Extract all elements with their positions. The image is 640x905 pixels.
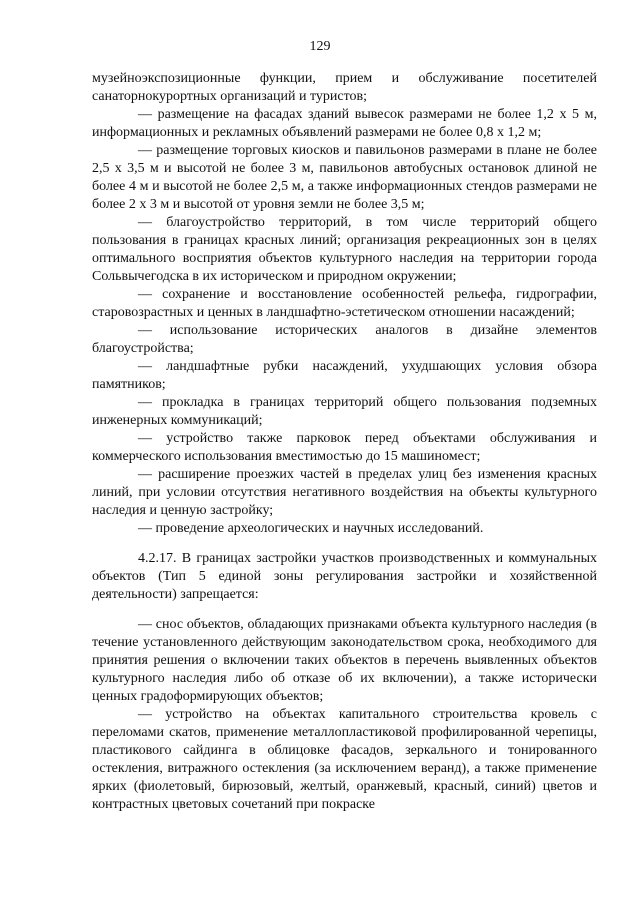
page-number: 129 xyxy=(309,39,331,54)
document-body xyxy=(92,70,597,814)
list-item-kiosks: — размещение торговых киосков и павильонов размерами в плане не более 2,5 х 3,5 м и высотой не более 3 м, павильонов автобусных остановок длиной не более 4 м и высотой не более 2,5 м, а также информационных стендов размерами не более 2 х 3 м и высотой от уровня земли не более 3,5 м; xyxy=(92,143,597,212)
list-item-demolition: — снос объектов, обладающих признаками объекта культурного наследия (в течение установленного действующим законодательством срока, необходимого для принятия решения о включении таких объектов в перечень выявленных объектов культурного наследия либо об отказе об их включении), а также исторически ценных градоформирующих объектов; xyxy=(92,617,597,704)
list-item-research: — проведение археологических и научных исследований. xyxy=(138,521,484,536)
list-item-parking: — устройство также парковок перед объектами обслуживания и коммерческого использования вместимостью до 15 машиномест; xyxy=(92,431,597,464)
list-item-relief: — сохранение и восстановление особенностей рельефа, гидрографии, старовозрастных и ценных в ландшафтно-эстетическом отношении насаждений; xyxy=(92,287,597,320)
list-item-tree-felling: — ландшафтные рубки насаждений, ухудшающих условия обзора памятников; xyxy=(92,359,597,392)
list-item-roadway: — расширение проезжих частей в пределах улиц без изменения красных линий, при условии отсутствия негативного воздействия на объекты культурного наследия и ценную застройку; xyxy=(92,467,597,518)
clause-4-2-17: 4.2.17. В границах застройки участков производственных и коммунальных объектов (Тип 5 единой зоны регулирования застройки и хозяйственной деятельности) запрещается: xyxy=(92,551,597,602)
list-item-signage: — размещение на фасадах зданий вывесок размерами не более 1,2 х 5 м, информационных и рекламных объявлений размерами не более 0,8 х 1,2 м; xyxy=(92,107,597,140)
list-item-utilities: — прокладка в границах территорий общего пользования подземных инженерных коммуникаций; xyxy=(92,395,597,428)
list-item-landscaping: — благоустройство территорий, в том числе территорий общего пользования в границах красных линий; организация рекреационных зон в целях оптимального восприятия объектов культурного наследия на территории города Сольвычегодска в их историческом и природном окружении; xyxy=(92,215,597,284)
paragraph-continuation: музейноэкспозиционные функции, прием и обслуживание посетителей санаторнокурортных организаций и туристов; xyxy=(92,71,597,104)
list-item-historical-analogs: — использование исторических аналогов в дизайне элементов благоустройства; xyxy=(92,323,597,356)
list-item-roofing: — устройство на объектах капитального строительства кровель с переломами скатов, применение металлопластиковой профилированной черепицы, пластикового сайдинга в облицовке фасадов, зеркального и тонированного остекления, витражного остекления (за исключением веранд), а также применение ярких (фиолетовый, бирюзовый, желтый, оранжевый, красный, синий) цветов и контрастных цветовых сочетаний при покраске xyxy=(92,707,597,812)
